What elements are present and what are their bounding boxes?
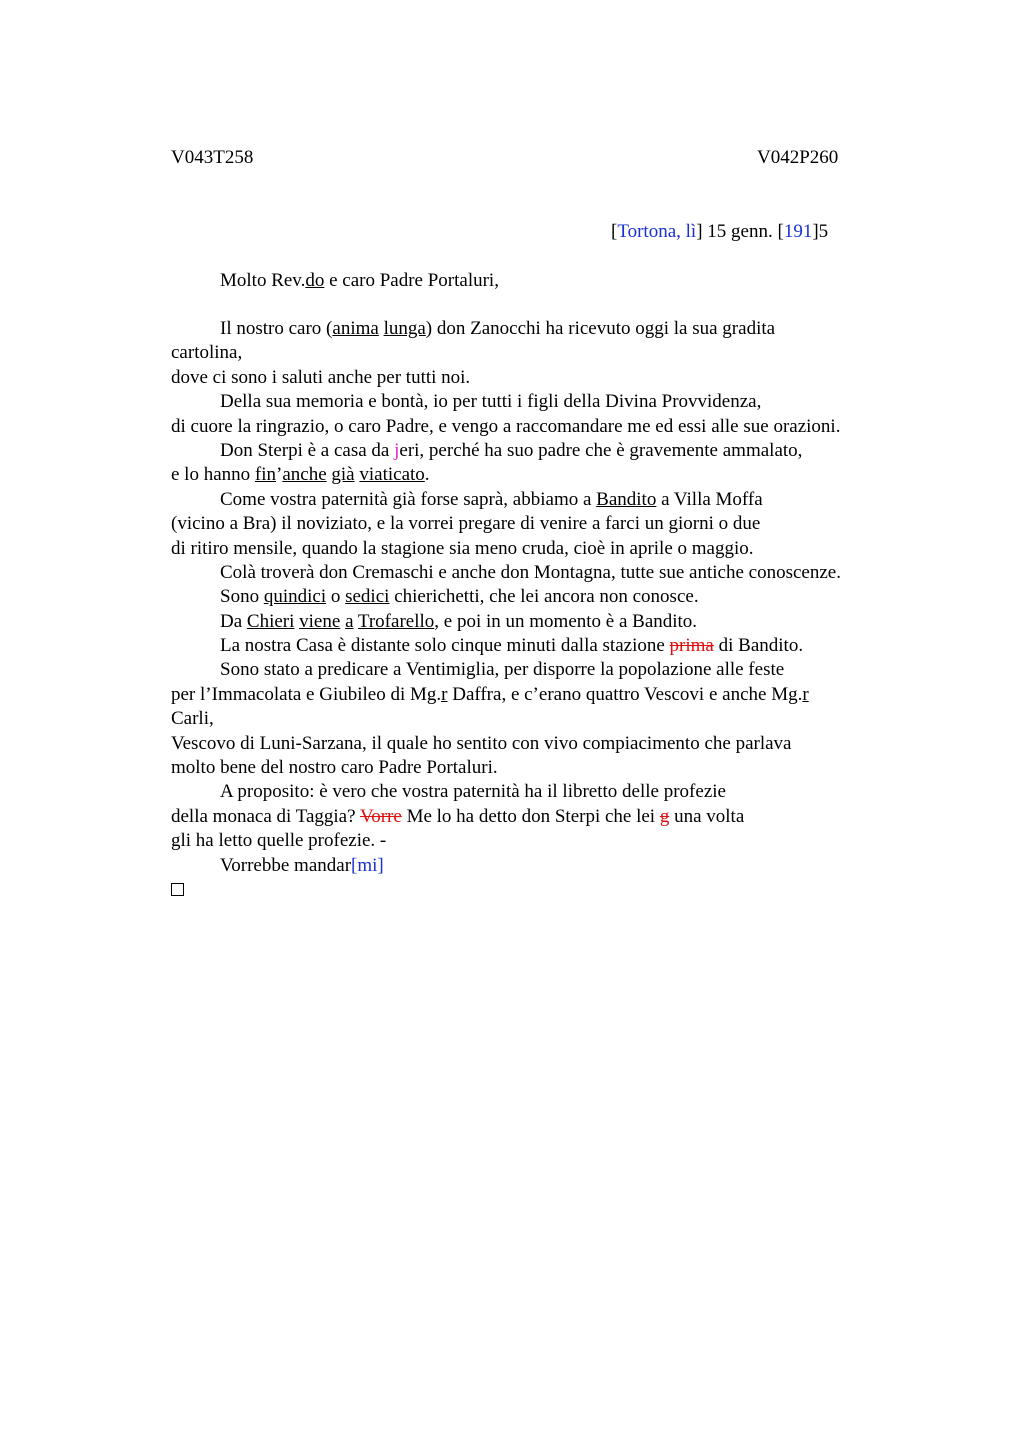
dateline-place: Tortona, lì [617, 221, 697, 242]
letter-line: A proposito: è vero che vostra paternità ha il libretto delle profezie [220, 781, 726, 803]
letter-line: Vescovo di Luni-Sarzana, il quale ho sentito con vivo compiacimento che parlava [171, 732, 792, 754]
letter-line: Sono stato a predicare a Ventimiglia, per disporre la popolazione alle feste [220, 659, 785, 681]
dateline-bracket: [ [611, 221, 618, 242]
letter-line: di ritiro mensile, quando la stagione sia meno cruda, cioè in aprile o maggio. [171, 537, 754, 559]
letter-line: della monaca di Taggia? Vorre Me lo ha detto don Sterpi che lei g una volta [171, 805, 745, 827]
letter-line: Carli, [171, 708, 214, 730]
letter-line: Don Sterpi è a casa da jeri, perché ha suo padre che è gravemente ammalato, [220, 439, 803, 461]
letter-line: Sono quindici o sedici chierichetti, che lei ancora non conosce. [220, 586, 699, 608]
salutation-post: e caro Padre Portaluri, [324, 270, 499, 291]
letter-line: Della sua memoria e bontà, io per tutti i figli della Divina Provvidenza, [220, 391, 762, 413]
letter-line: dove ci sono i saluti anche per tutti noi. [171, 366, 471, 388]
letter-line: Da Chieri viene a Trofarello, e poi in un momento è a Bandito. [220, 610, 698, 632]
end-of-page-marker [171, 878, 841, 902]
dateline-date: ] 15 genn. [ [696, 221, 784, 242]
document-code-right: V042P260 [757, 147, 839, 168]
letter-line: gli ha letto quelle profezie. - [171, 830, 387, 852]
document-code-left: V043T258 [171, 147, 254, 168]
salutation-abbrev: do [305, 270, 325, 291]
salutation-pre: Molto Rev. [220, 270, 306, 291]
letter-line: Colà troverà don Cremaschi e anche don Montagna, tutte sue antiche conoscenze. [220, 561, 841, 583]
letter-line: Come vostra paternità già forse saprà, abbiamo a Bandito a Villa Moffa [220, 488, 763, 510]
letter-line: di cuore la ringrazio, o caro Padre, e vengo a raccomandare me ed essi alle sue orazioni. [171, 415, 841, 437]
salutation [220, 269, 499, 293]
letter-line: Vorrebbe mandar[mi] [220, 854, 384, 876]
letter-body [171, 317, 841, 902]
deleted-word: Vorre [359, 805, 402, 827]
editorial-insert: mi [357, 854, 378, 876]
deleted-word: prima [669, 635, 714, 657]
letter-line: per l’Immacolata e Giubileo di Mg.r Daffra, e c’erano quattro Vescovi e anche Mg.r [171, 683, 809, 705]
dateline [611, 220, 828, 244]
letter-line: La nostra Casa è distante solo cinque minuti dalla stazione prima di Bandito. [220, 635, 804, 657]
letter-line: molto bene del nostro caro Padre Portaluri. [171, 757, 498, 779]
letter-line: cartolina, [171, 342, 243, 364]
letter-line: (vicino a Bra) il noviziato, e la vorrei pregare di venire a farci un giorni o due [171, 513, 761, 535]
deleted-letter: g [659, 805, 670, 827]
letter-line: e lo hanno fin’anche già viaticato. [171, 464, 430, 486]
dateline-year-insert: 191 [783, 221, 813, 242]
dateline-year-end: ]5 [812, 221, 829, 242]
letter-line: Il nostro caro (anima lunga) don Zanocchi ha ricevuto oggi la sua gradita [220, 318, 776, 339]
square-box-icon [171, 883, 184, 896]
correction-mark: j [394, 439, 400, 461]
